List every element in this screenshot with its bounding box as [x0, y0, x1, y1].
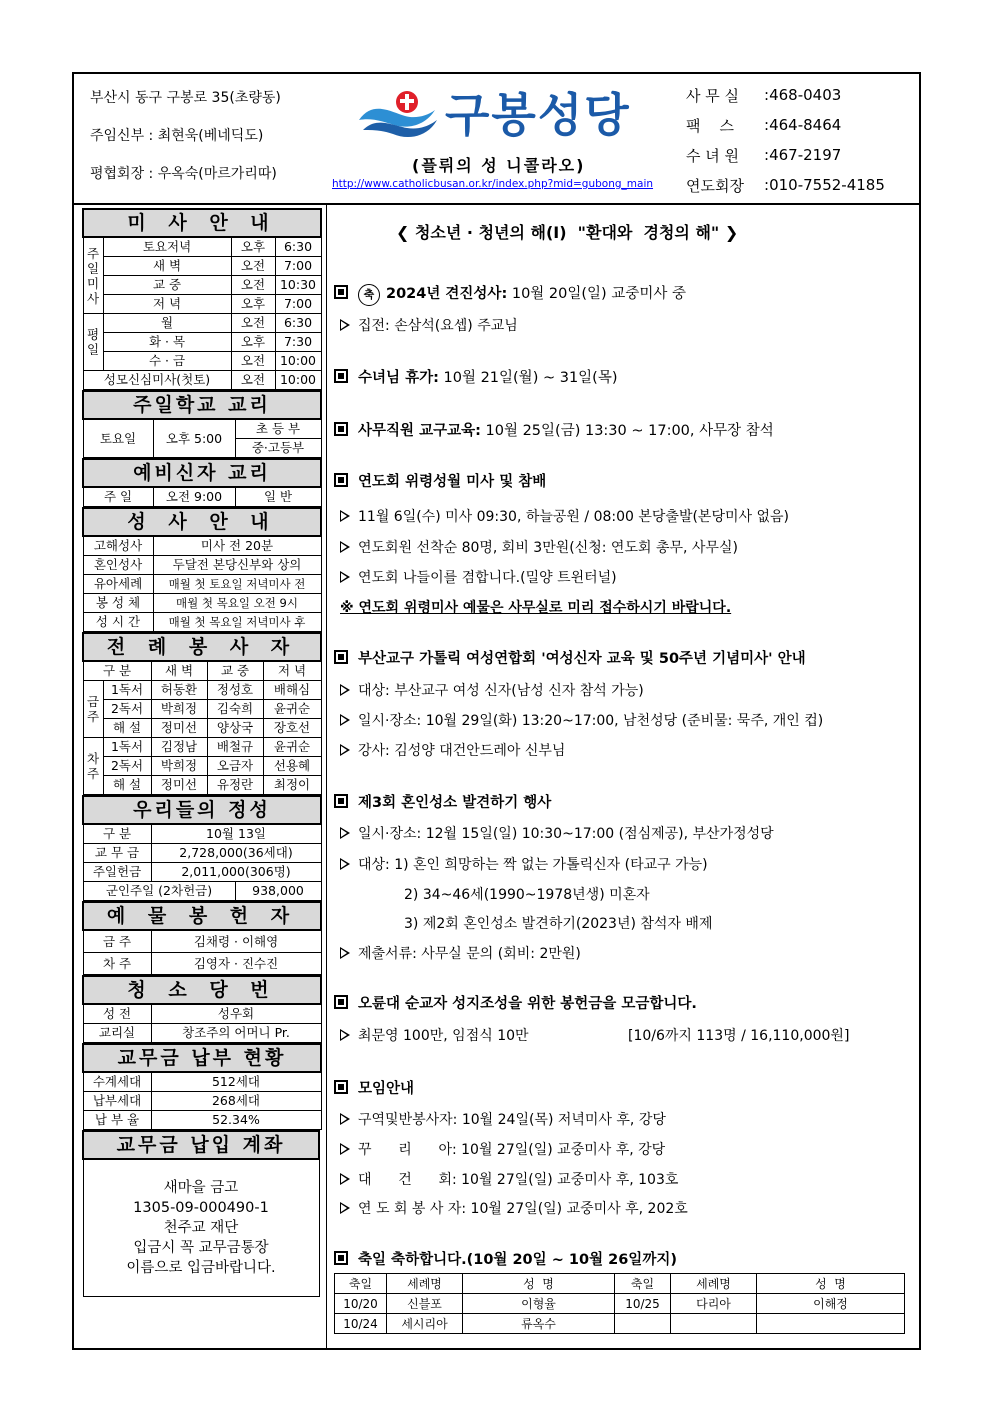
section-staff-training: 사무직원 교구교육: 10월 25일(금) 13:30 ~ 17:00, 사무장 참석: [334, 419, 774, 440]
pastor: 주임신부 : 최현욱(베네딕도): [90, 128, 264, 144]
cleaning-table: 청 소 당 번 성 전 성우회 교리실 창조주의 어머니 Pr.: [82, 975, 322, 1043]
sidebar: [82, 208, 320, 1297]
list-item: 11월 6일(수) 미사 09:30, 하늘공원 / 08:00 본당출발(본당미사 없음): [340, 506, 789, 526]
list-item: 일시·장소: 10월 29일(화) 13:20~17:00, 남천성당 (준비물: 묵주, 개인 컵): [340, 710, 823, 730]
list-item: 대 건 회: 10월 27일(일) 교중미사 후, 103호: [340, 1169, 678, 1189]
header-divider: [72, 203, 921, 205]
church-logo-icon: [355, 86, 441, 144]
list-item: 일시·장소: 12월 15일(일) 10:30~17:00 (점심제공), 부산가정성당: [340, 823, 774, 843]
contact-row: 연도회장 : 010-7552-4185: [686, 176, 885, 195]
list-item: 구역및반봉사자: 10월 24일(목) 저녁미사 후, 강당: [340, 1109, 666, 1129]
contact-row: 사 무 실 : 468-0403: [686, 86, 842, 105]
sacrament-table: 성 사 안 내 고해성사 미사 전 20분 혼인성사 두달전 본당신부와 상의 유아세례 매월 첫 토요일 저녁미사 전 봉 성 체 매월 첫 목요일 오전 9시 성 시 간 매월 첫 목요일 저녁미사 후: [82, 507, 322, 632]
account-table: 교무금 납입 계좌 새마을 금고 1305-09-000490-1 천주교 재단 입금시 꼭 교무금통장 이름으로 입금바랍니다.: [82, 1130, 320, 1297]
section-women-federation: 부산교구 가톨릭 여성연합회 '여성신자 교육 및 50주년 기념미사' 안내: [334, 647, 806, 668]
sunday-school-table: 주일학교 교리 토요일 오후 5:00 초 등 부 중·고등부: [82, 390, 322, 458]
sunday-mass-label: 주일미사: [83, 237, 103, 314]
table-row: 10/24 세시리아 류옥수: [335, 1314, 905, 1334]
list-item: 연도회원 선착순 80명, 회비 3만원(신청: 연도회 총무, 사무실): [340, 537, 738, 557]
offering-table: 우리들의 정성 구 분 10월 13일 교 무 금 2,728,000(36세대) 주일헌금 2,011,000(306명) 군인주일 (2차헌금) 938,000: [82, 795, 322, 901]
dues-table: 교무금 납부 현황 수계세대 512세대 납부세대 268세대 납 부 율 52.34%: [82, 1043, 322, 1130]
section-marriage-vocation: 제3회 혼인성소 발견하기 행사: [334, 791, 551, 812]
list-subitem: 2) 34~46세(1990~1978년생) 미혼자: [404, 887, 650, 903]
table-header: 축일 세례명 성 명 축일 세례명 성 명: [335, 1274, 905, 1294]
list-item: 강사: 김성양 대건안드레아 신부님: [340, 740, 565, 760]
weekday-mass-label: 평일: [83, 314, 103, 371]
table-row: 10/20 신블포 이형율 10/25 다리아 이해정: [335, 1294, 905, 1314]
mass-title: 미 사 안 내: [83, 209, 321, 237]
mass-table: 미 사 안 내 주일미사 토요저녁 오후 6:30 새 벽 오전 7:00 교 중 오전 10:30 저 녁 오후 7:00 평일 월 오전 6:30 화 · 목 오후 7:30 수 · 금 오전 10:00 성모신심미사(첫토) 오전 10:00: [82, 208, 322, 390]
header-info: [90, 88, 281, 184]
contact-table: [686, 80, 885, 200]
church-url[interactable]: http://www.catholicbusan.or.kr/index.php?mid=gubong_main: [332, 178, 654, 190]
donor-table: 예 물 봉 헌 자 금 주 김채령 · 이해영 차 주 김영자 · 진수진: [82, 901, 322, 975]
section-confirmation: 축 2024년 견진성사: 10월 20일(일) 교중미사 중: [334, 282, 686, 306]
donation-total: [10/6까지 113명 / 16,110,000원]: [628, 1028, 850, 1044]
list-item: 연도회 나들이를 겸합니다.(밀양 트윈터널): [340, 567, 617, 587]
list-item: 꾸 리 아: 10월 27일(일) 교중미사 후, 강당: [340, 1139, 665, 1159]
memorial-note: ※ 연도회 위령미사 예물은 사무실로 미리 접수하시기 바랍니다.: [340, 600, 732, 616]
list-item: 연 도 회 봉 사 자: 10월 27일(일) 교중미사 후, 202호: [340, 1198, 688, 1218]
section-martyr-shrine: 오륜대 순교자 성지조성을 위한 봉헌금을 모금합니다.: [334, 992, 697, 1013]
liturgy-servers-table: 전 례 봉 사 자 구 분 새 벽 교 중 저 녁 금주 1독서 허동환 정성호 배해심 2독서 박희정 김숙희 윤귀순 해 설 정미선 양상국 장호선 차주 1독서 김정남 배철규 윤귀순 2독서 박희정 오금자 선용혜 해 설 정미선 유정란 최정이: [82, 632, 322, 795]
column-divider: [326, 204, 327, 1350]
catechumen-table: 예비신자 교리 주 일 오전 9:00 일 반: [82, 458, 322, 507]
account-info: 새마을 금고 1305-09-000490-1 천주교 재단 입금시 꼭 교무금통장 이름으로 입금바랍니다.: [83, 1159, 319, 1297]
church-patron: (플뤼의 성 니콜라오): [412, 156, 586, 175]
address: 부산시 동구 구봉로 35(초량동): [90, 90, 281, 106]
council-president: 평협회장 : 우옥숙(마르가리따): [90, 166, 277, 182]
contact-row: 팩 스 : 464-8464: [686, 116, 842, 135]
badge-icon: 축: [358, 284, 380, 306]
list-item: 집전: 손삼석(요셉) 주교님: [340, 315, 518, 335]
theme-title: ❮ 청소년 · 청년의 해(I) "환대와 경청의 해" ❯: [396, 223, 739, 242]
section-memorial-mass: 연도회 위령성월 미사 및 참배: [334, 470, 546, 491]
list-item: 대상: 부산교구 여성 신자(남성 신자 참석 가능): [340, 680, 644, 700]
list-item: 제출서류: 사무실 문의 (회비: 2만원): [340, 943, 581, 963]
contact-row: 수 녀 원 : 467-2197: [686, 146, 842, 165]
list-item: 최문영 100만, 임점식 10만: [340, 1025, 529, 1045]
list-item: 대상: 1) 혼인 희망하는 짝 없는 가톨릭신자 (타교구 가능): [340, 854, 708, 874]
section-meetings: 모임안내: [334, 1077, 414, 1098]
list-subitem: 3) 제2회 혼인성소 발견하기(2023년) 참석자 배제: [404, 916, 713, 932]
section-sister-vacation: 수녀님 휴가: 10월 21일(월) ~ 31일(목): [334, 366, 618, 387]
church-name: 구봉성당: [445, 88, 631, 142]
feast-table: [334, 1273, 905, 1334]
section-feast-days: 축일 축하합니다.(10월 20일 ~ 10월 26일까지): [334, 1248, 677, 1269]
